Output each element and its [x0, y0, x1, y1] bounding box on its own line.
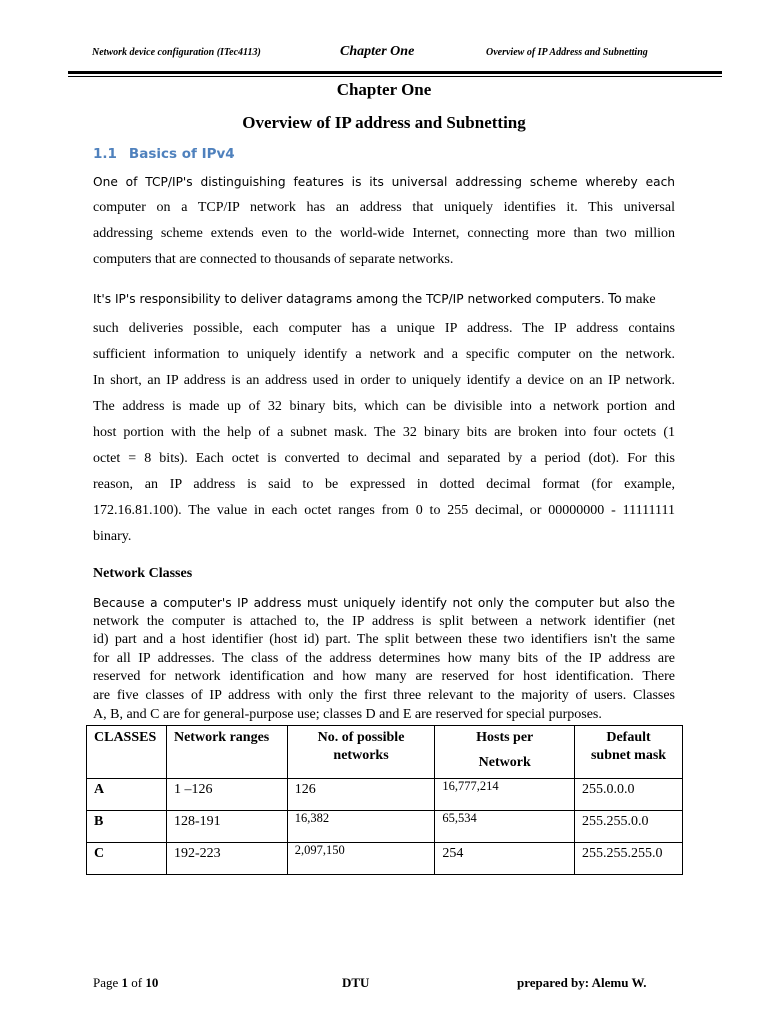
chapter-title: Chapter One [336, 80, 432, 99]
header-text: No. of possible [317, 730, 405, 745]
paragraph-line: Because a computer's IP address must uniquely identify not only the computer but also the [93, 596, 675, 610]
paragraph-line: A, B, and C are for general-purpose use; classes D and E are reserved for special purposes. [93, 706, 602, 722]
paragraph-line: computers that are connected to thousands of separate networks. [93, 252, 454, 267]
footer-text: of [131, 975, 143, 990]
paragraph-line: binary. [93, 529, 132, 544]
footer-org: DTU [342, 975, 370, 990]
header-course: Network device configuration (ITec4113) [92, 47, 261, 58]
paragraph-line: host portion with the help of a subnet mask. The 32 binary bits are broken into four octets (1 [93, 425, 675, 440]
network-classes-heading: Network Classes [93, 566, 193, 581]
cell-class: A [87, 779, 167, 811]
section-heading [93, 146, 235, 162]
line-part: To [608, 292, 622, 307]
paragraph-line: for all IP addresses. The class of the address determines how many bits of the IP address are [93, 650, 675, 666]
paragraph-line: computer on a TCP/IP network has an address that uniquely identifies it. This universal [93, 200, 675, 215]
chapter-subtitle: Overview of IP address and Subnetting [242, 113, 526, 132]
table-row [87, 779, 683, 811]
cell-range: 192-223 [166, 843, 287, 875]
col-header-networks [287, 726, 435, 779]
paragraph-line: One of TCP/IP's distinguishing features is its universal addressing scheme whereby each [93, 175, 675, 189]
page-number [93, 975, 158, 991]
cell-networks: 16,382 [287, 811, 435, 843]
col-header-mask [575, 726, 683, 779]
paragraph-ip-responsibility [93, 286, 675, 550]
header-text: Hosts per [476, 730, 534, 745]
section-title: Basics of IPv4 [128, 146, 235, 162]
paragraph-line: are five classes of IP address with only the first three relevant to the majority of users. Classes [93, 687, 675, 703]
header-text: Network [478, 755, 531, 770]
header-text: networks [333, 748, 389, 763]
paragraph-basics [93, 169, 675, 273]
paragraph-line: such deliveries possible, each computer has a unique IP address. The IP address contains [93, 321, 675, 336]
cell-hosts: 65,534 [435, 811, 575, 843]
cell-class: C [87, 843, 167, 875]
table-row [87, 811, 683, 843]
header-rule-thin [68, 76, 722, 77]
paragraph-line: addressing scheme extends even to the world-wide Internet, connecting more than two million [93, 226, 675, 241]
cell-networks: 126 [287, 779, 435, 811]
cell-range: 128-191 [166, 811, 287, 843]
paragraph-line: sufficient information to uniquely identify a network and a specific computer on the network. [93, 347, 675, 362]
cell-hosts: 16,777,214 [435, 779, 575, 811]
header-text: Default [606, 730, 651, 745]
cell-mask: 255.0.0.0 [575, 779, 683, 811]
paragraph-line: 172.16.81.100). The value in each octet ranges from 0 to 255 decimal, or 00000000 - 11111111 [93, 503, 675, 518]
line-part: make [625, 292, 656, 307]
page-header [0, 44, 768, 64]
paragraph-line: In short, an IP address is an address used in order to uniquely identify a device on an IP network. [93, 373, 675, 388]
paragraph-line: reason, an IP address is said to be expressed in dotted decimal format (for example, [93, 477, 675, 492]
table-row [87, 843, 683, 875]
footer-author: prepared by: Alemu W. [517, 975, 647, 990]
ip-classes-table [86, 725, 683, 875]
col-header-ranges: Network ranges [166, 726, 287, 779]
section-number: 1.1 [93, 146, 117, 162]
header-text: subnet mask [590, 748, 667, 763]
header-topic: Overview of IP Address and Subnetting [486, 47, 648, 58]
cell-hosts: 254 [435, 843, 575, 875]
cell-mask: 255.255.0.0 [575, 811, 683, 843]
paragraph-line: id) part and a host identifier (host id) part. The split between these two identifiers isn't the same [93, 632, 675, 648]
paragraph-network-classes [93, 594, 675, 724]
col-header-classes: CLASSES [87, 726, 167, 779]
table-header-row [87, 726, 683, 779]
paragraph-line: The address is made up of 32 binary bits, which can be divisible into a network portion and [93, 399, 675, 414]
cell-range: 1 –126 [166, 779, 287, 811]
header-rule-thick [68, 71, 722, 74]
cell-class: B [87, 811, 167, 843]
footer-page-current: 1 [121, 975, 129, 990]
cell-mask: 255.255.255.0 [575, 843, 683, 875]
paragraph-line [93, 286, 675, 316]
col-header-hosts [435, 726, 575, 779]
paragraph-line: network the computer is attached to, the IP address is split between a network identifier (net [93, 613, 675, 629]
footer-text: Page [93, 975, 119, 990]
line-part: It's IP's responsibility to deliver datagrams among the TCP/IP networked computers. [93, 292, 605, 306]
header-chapter: Chapter One [340, 44, 415, 59]
paragraph-line: octet = 8 bits). Each octet is converted to decimal and separated by a period (dot). For this [93, 451, 675, 466]
paragraph-line: reserved for network identification and how many are reserved for host identification. There [93, 669, 675, 685]
cell-networks: 2,097,150 [287, 843, 435, 875]
footer-page-total: 10 [145, 975, 159, 990]
